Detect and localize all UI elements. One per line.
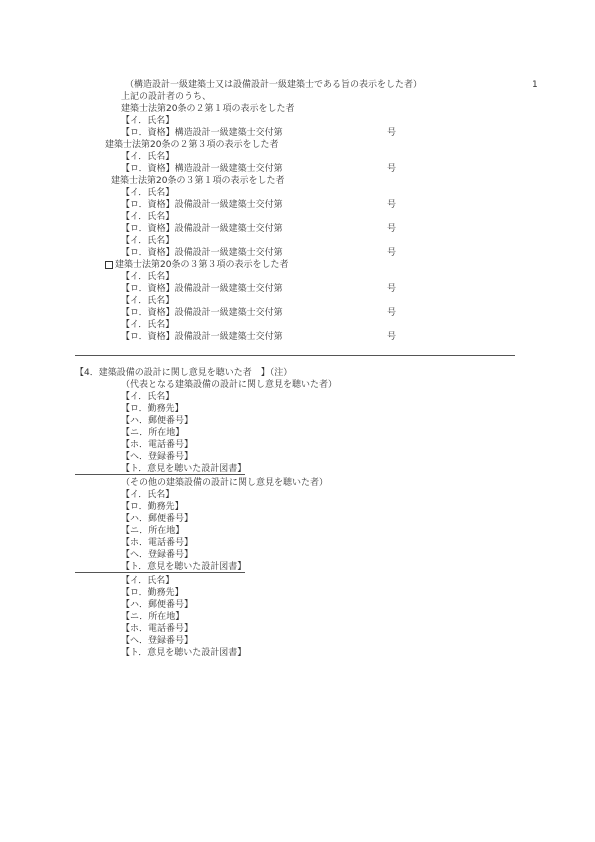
section4-title: 【4．建築設備の設計に関し意見を聴いた者 】（注） bbox=[75, 368, 293, 378]
opinion-name: 【イ．氏名】 bbox=[121, 490, 175, 500]
name-field: 【イ．氏名】 bbox=[121, 152, 175, 162]
qualification-field: 【ロ．資格】設備設計一級建築士交付第 bbox=[121, 332, 283, 342]
name-field: 【イ．氏名】 bbox=[121, 188, 175, 198]
opinion-name: 【イ．氏名】 bbox=[121, 576, 175, 586]
section4-group2-title: （その他の建築設備の設計に関し意見を聴いた者） bbox=[121, 478, 329, 488]
opinion-design-docs: 【ト．意見を聴いた設計図書】 bbox=[121, 464, 247, 474]
page-number: 1 bbox=[532, 80, 538, 90]
opinion-registration: 【ヘ．登録番号】 bbox=[121, 636, 194, 646]
qualification-field: 【ロ．資格】設備設計一級建築士交付第 bbox=[121, 200, 283, 210]
opinion-phone: 【ホ．電話番号】 bbox=[121, 538, 194, 548]
section-divider bbox=[75, 355, 515, 356]
go-label: 号 bbox=[387, 332, 397, 342]
qualification-field: 【ロ．資格】設備設計一級建築士交付第 bbox=[121, 224, 283, 234]
article-20-2-3-heading: 建築士法第20条の２第３項の表示をした者 bbox=[105, 140, 279, 150]
opinion-name: 【イ．氏名】 bbox=[121, 392, 175, 402]
go-label: 号 bbox=[387, 164, 397, 174]
opinion-postal-code: 【ハ．郵便番号】 bbox=[121, 416, 194, 426]
qualification-field: 【ロ．資格】構造設計一級建築士交付第 bbox=[121, 128, 283, 138]
opinion-postal-code: 【ハ．郵便番号】 bbox=[121, 514, 194, 524]
opinion-address: 【ニ．所在地】 bbox=[121, 428, 185, 438]
name-field: 【イ．氏名】 bbox=[121, 272, 175, 282]
name-field: 【イ．氏名】 bbox=[121, 236, 175, 246]
opinion-address: 【ニ．所在地】 bbox=[121, 612, 185, 622]
name-field: 【イ．氏名】 bbox=[121, 320, 175, 330]
underline bbox=[75, 474, 245, 475]
opinion-workplace: 【ロ．勤務先】 bbox=[121, 588, 184, 598]
opinion-workplace: 【ロ．勤務先】 bbox=[121, 404, 184, 414]
qualification-field: 【ロ．資格】設備設計一級建築士交付第 bbox=[121, 284, 283, 294]
checkbox[interactable] bbox=[105, 261, 113, 269]
qualification-field: 【ロ．資格】設備設計一級建築士交付第 bbox=[121, 248, 283, 258]
article-20-3-3-heading: 建築士法第20条の３第３項の表示をした者 bbox=[115, 260, 289, 270]
go-label: 号 bbox=[387, 308, 397, 318]
section4-group1-title: （代表となる建築設備の設計に関し意見を聴いた者） bbox=[121, 380, 338, 390]
opinion-registration: 【ヘ．登録番号】 bbox=[121, 452, 194, 462]
opinion-phone: 【ホ．電話番号】 bbox=[121, 624, 194, 634]
qualification-field: 【ロ．資格】設備設計一級建築士交付第 bbox=[121, 308, 283, 318]
opinion-workplace: 【ロ．勤務先】 bbox=[121, 502, 184, 512]
underline bbox=[75, 572, 245, 573]
name-field: 【イ．氏名】 bbox=[121, 116, 175, 126]
go-label: 号 bbox=[387, 128, 397, 138]
go-label: 号 bbox=[387, 224, 397, 234]
name-field: 【イ．氏名】 bbox=[121, 212, 175, 222]
go-label: 号 bbox=[387, 284, 397, 294]
name-field: 【イ．氏名】 bbox=[121, 296, 175, 306]
article-20-2-1-heading: 建築士法第20条の２第１項の表示をした者 bbox=[121, 104, 295, 114]
opinion-design-docs: 【ト．意見を聴いた設計図書】 bbox=[121, 648, 247, 658]
opinion-registration: 【ヘ．登録番号】 bbox=[121, 550, 194, 560]
designer-subheading: 上記の設計者のうち、 bbox=[121, 92, 212, 102]
opinion-postal-code: 【ハ．郵便番号】 bbox=[121, 600, 194, 610]
go-label: 号 bbox=[387, 248, 397, 258]
article-20-3-1-heading: 建築士法第20条の３第１項の表示をした者 bbox=[111, 176, 285, 186]
opinion-phone: 【ホ．電話番号】 bbox=[121, 440, 194, 450]
opinion-design-docs: 【ト．意見を聴いた設計図書】 bbox=[121, 562, 247, 572]
opinion-address: 【ニ．所在地】 bbox=[121, 526, 185, 536]
go-label: 号 bbox=[387, 200, 397, 210]
qualification-field: 【ロ．資格】構造設計一級建築士交付第 bbox=[121, 164, 283, 174]
designer-heading: （構造設計一級建築士又は設備設計一級建築士である旨の表示をした者） bbox=[125, 80, 423, 90]
